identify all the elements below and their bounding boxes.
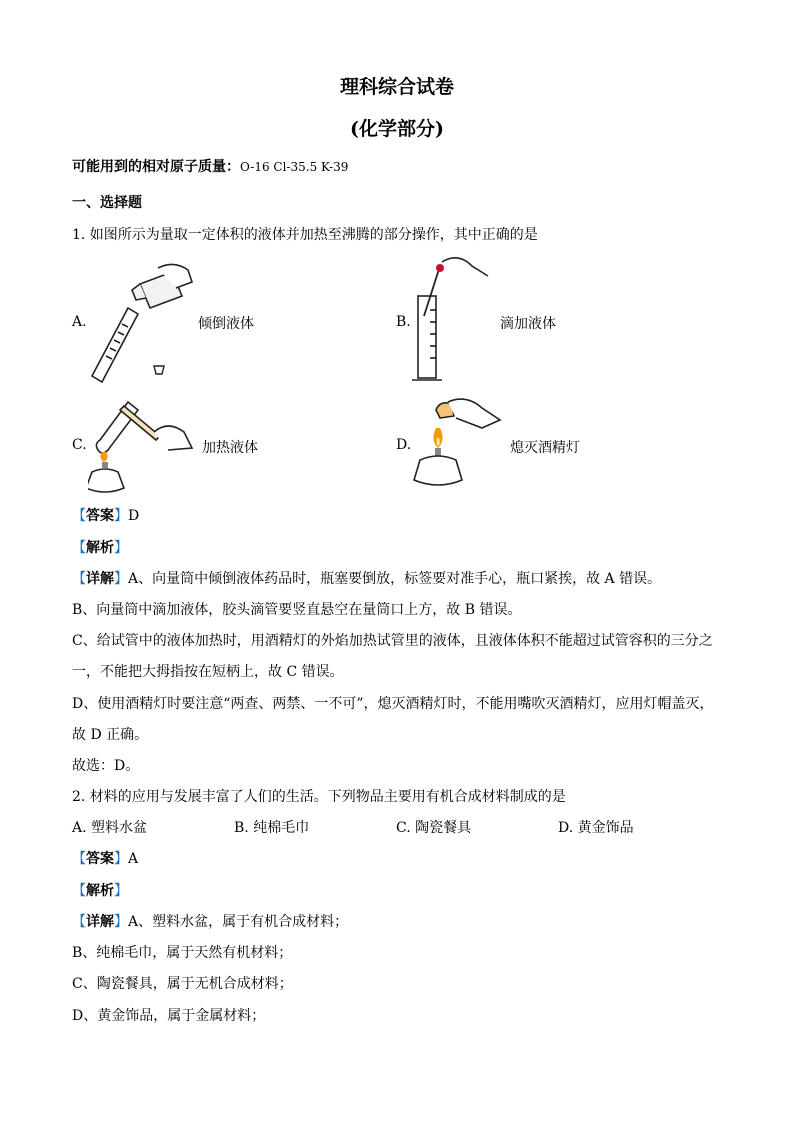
bracket-close: 】 xyxy=(114,508,128,524)
q2-option-c: C. 陶瓷餐具 xyxy=(396,820,472,836)
detail-text: A、向量筒中倾倒液体药品时，瓶塞要倒放，标签要对准手心，瓶口紧挨，故 A 错误。 xyxy=(128,571,662,587)
bracket-open: 【 xyxy=(72,540,86,556)
bracket-close: 】 xyxy=(114,883,128,899)
atomic-mass-label: 可能用到的相对原子质量： xyxy=(72,159,240,175)
bracket-close: 】 xyxy=(114,851,128,867)
q1-detail-line: C、给试管中的液体加热时，用酒精灯的外焰加热试管里的液体，且液体体积不能超过试管容积的三分之 xyxy=(72,633,713,649)
graduated-cylinder-icon xyxy=(92,308,138,382)
hand-icon xyxy=(154,426,192,450)
detail-text: A、塑料水盆，属于有机合成材料； xyxy=(128,914,349,930)
dropper-icon xyxy=(424,264,444,316)
analysis-label: 解析 xyxy=(86,883,114,899)
q1-stem: 1. 如图所示为量取一定体积的液体并加热至沸腾的部分操作，其中正确的是 xyxy=(72,227,538,243)
q1-option-a-caption: 倾倒液体 xyxy=(198,316,254,332)
q1-detail-line: 【详解】A、向量筒中倾倒液体药品时，瓶塞要倒放，标签要对准手心，瓶口紧挨，故 A 错误。 xyxy=(72,571,662,587)
q1-detail-line: 一，不能把大拇指按在短柄上，故 C 错误。 xyxy=(72,664,344,680)
alcohol-lamp-icon xyxy=(414,428,462,485)
pour-liquid-illustration xyxy=(88,262,198,384)
heat-liquid-illustration xyxy=(88,392,194,496)
q1-option-b-caption: 滴加液体 xyxy=(500,316,556,332)
q1-option-d-caption: 熄灭酒精灯 xyxy=(510,440,580,456)
page-title: 理科综合试卷 xyxy=(339,76,454,98)
stopper-icon xyxy=(154,366,164,374)
q2-detail-line: C、陶瓷餐具，属于无机合成材料； xyxy=(72,976,293,992)
q1-analysis-heading xyxy=(72,537,128,557)
q1-option-a-letter: A. xyxy=(72,314,87,330)
q2-detail-line: D、黄金饰品，属于金属材料； xyxy=(72,1008,266,1024)
page-subtitle: (化学部分) xyxy=(350,118,444,140)
q2-analysis-heading xyxy=(72,880,128,900)
test-tube-holder-icon xyxy=(120,406,160,440)
answer-label: 答案 xyxy=(86,851,114,867)
q1-option-c-letter: C. xyxy=(72,437,87,453)
q1-detail-line: B、向量筒中滴加液体，胶头滴管要竖直悬空在量筒口上方，故 B 错误。 xyxy=(72,602,522,618)
q2-detail-line: B、纯棉毛巾，属于天然有机材料； xyxy=(72,945,293,961)
q1-detail-line: 故 D 正确。 xyxy=(72,727,149,743)
answer-value: D xyxy=(128,508,140,524)
analysis-label: 解析 xyxy=(86,540,114,556)
detail-label: 详解 xyxy=(86,571,114,587)
q1-option-b-letter: B. xyxy=(396,314,411,330)
extinguish-lamp-illustration xyxy=(412,398,502,494)
bracket-open: 【 xyxy=(72,851,86,867)
q1-conclusion: 故选：D。 xyxy=(72,758,140,774)
drop-liquid-illustration xyxy=(412,256,492,386)
test-tube-icon xyxy=(96,402,138,453)
q2-stem: 2. 材料的应用与发展丰富了人们的生活。下列物品主要用有机合成材料制成的是 xyxy=(72,789,566,805)
alcohol-lamp-icon xyxy=(88,452,124,492)
q1-option-d-letter: D. xyxy=(396,437,412,453)
answer-label: 答案 xyxy=(86,508,114,524)
bracket-open: 【 xyxy=(72,508,86,524)
q2-option-d: D. 黄金饰品 xyxy=(558,820,634,836)
atomic-mass-values: O-16 Cl-35.5 K-39 xyxy=(240,160,349,174)
q1-option-c-caption: 加热液体 xyxy=(202,440,258,456)
hand-icon xyxy=(448,399,500,428)
hand-icon xyxy=(442,258,488,276)
q1-answer xyxy=(72,505,139,525)
bracket-open: 【 xyxy=(72,883,86,899)
bracket-close: 】 xyxy=(114,540,128,556)
atomic-mass-line xyxy=(72,156,348,176)
q2-detail-line: 【详解】A、塑料水盆，属于有机合成材料； xyxy=(72,914,349,930)
q2-option-a: A. 塑料水盆 xyxy=(72,820,148,836)
q2-option-b: B. 纯棉毛巾 xyxy=(234,820,310,836)
detail-label: 详解 xyxy=(86,914,114,930)
q1-detail-line: D、使用酒精灯时要注意“两查、两禁、一不可”，熄灭酒精灯时，不能用嘴吹灭酒精灯，应用灯帽盖灭， xyxy=(72,696,714,712)
answer-value: A xyxy=(128,851,139,867)
section-heading: 一、选择题 xyxy=(72,195,142,211)
q2-answer xyxy=(72,848,138,868)
